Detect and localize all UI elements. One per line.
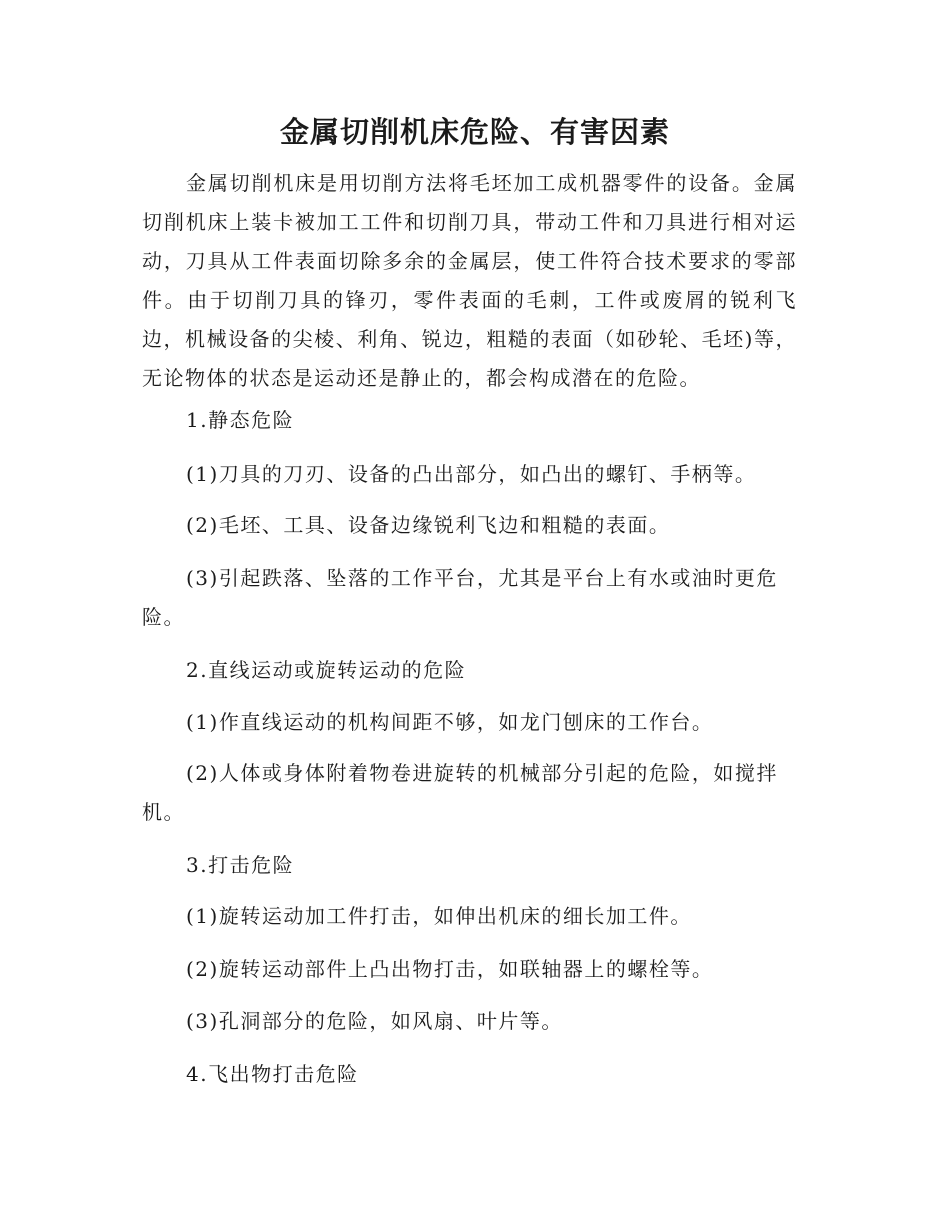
list-item: (2)人体或身体附着物卷进旋转的机械部分引起的危险，如搅拌机。 [142, 761, 778, 824]
list-item: (3)孔洞部分的危险，如风扇、叶片等。 [186, 1009, 563, 1033]
list-item: (2)毛坯、工具、设备边缘锐利飞边和粗糙的表面。 [186, 513, 671, 537]
list-item: (1)刀具的刀刃、设备的凸出部分，如凸出的螺钉、手柄等。 [186, 462, 757, 486]
heading-projectile-hazard: 4.飞出物打击危险 [186, 1062, 359, 1086]
list-item: (2)旋转运动部件上凸出物打击，如联轴器上的螺栓等。 [186, 957, 714, 981]
intro-paragraph: 金属切削机床是用切削方法将毛坯加工成机器零件的设备。金属切削机床上装卡被加工工件和切削刀具，带动工件和刀具进行相对运动，刀具从工件表面切除多余的金属层，使工件符合技术要求的零部件。由于切削刀具的锋刃，零件表面的毛刺，工件或废屑的锐利飞边，机械设备的尖棱、利角、锐边，粗糙的表面（如砂轮、毛坯)等，无论物体的状态是运动还是静止的，都会构成潜在的危险。 [142, 171, 797, 390]
heading-motion-hazard: 2.直线运动或旋转运动的危险 [186, 658, 467, 682]
list-item: (1)作直线运动的机构间距不够，如龙门刨床的工作台。 [186, 710, 714, 734]
list-item: (1)旋转运动加工件打击，如伸出机床的细长加工件。 [186, 904, 692, 928]
heading-static-hazard: 1.静态危险 [186, 408, 295, 432]
document-title: 金属切削机床危险、有害因素 [279, 115, 670, 149]
heading-strike-hazard: 3.打击危险 [186, 853, 295, 877]
list-item: (3)引起跌落、坠落的工作平台，尤其是平台上有水或油时更危险。 [142, 566, 778, 629]
